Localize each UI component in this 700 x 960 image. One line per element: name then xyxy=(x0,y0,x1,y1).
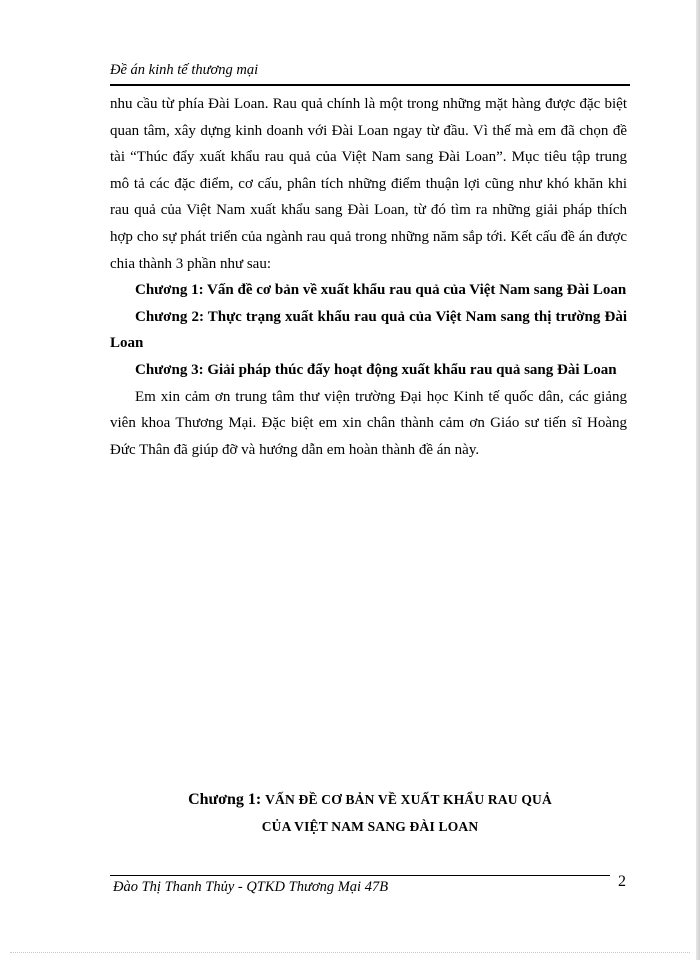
chapter-heading-title-part-2: CỦA VIỆT NAM SANG ĐÀI LOAN xyxy=(261,819,479,834)
intro-paragraph: nhu cầu từ phía Đài Loan. Rau quả chính là một trong những mặt hàng được đặc biệt quan tâm, xây dựng kinh doanh với Đài Loan ngay từ đầu. Vì thế mà em đã chọn đề tài “Thúc đẩy xuất khẩu rau quả của Việt Nam sang Đài Loan”. Mục tiêu tập trung mô tả các đặc điểm, cơ cấu, phân tích những điểm thuận lợi cũng như khó khăn khi rau quả của Việt Nam xuất khẩu sang Đài Loan, từ đó tìm ra những giải pháp thích hợp cho sự phát triển của ngành rau quả trong những năm sắp tới. Kết cấu đề án được chia thành 3 phần như sau: xyxy=(110,96,627,272)
acknowledgement-paragraph: Em xin cảm ơn trung tâm thư viện trường Đại học Kinh tế quốc dân, các giảng viên khoa Thương Mại. Đặc biệt em xin chân thành cảm ơn Giáo sư tiến sĩ Hoàng Đức Thân đã giúp đỡ và hướng dẫn em hoàn thành đề án này. xyxy=(110,388,627,458)
page-edge-shadow xyxy=(696,0,700,960)
chapter-outline-2: Chương 2: Thực trạng xuất khẩu rau quả của Việt Nam sang thị trường Đài Loan xyxy=(110,308,627,352)
page-number: 2 xyxy=(618,873,626,890)
header-rule xyxy=(110,84,630,86)
chapter-heading-title-part-1: VẤN ĐỀ CƠ BẢN VỀ XUẤT KHẨU RAU QUẢ xyxy=(265,792,552,807)
footer-rule xyxy=(110,875,610,876)
chapter-heading-prefix: Chương 1: xyxy=(188,791,262,808)
footer-author: Đào Thị Thanh Thủy - QTKD Thương Mại 47B xyxy=(113,879,389,895)
page-bottom-dotted-line xyxy=(10,952,690,953)
chapter-heading xyxy=(110,786,630,840)
chapter-heading-line-1 xyxy=(110,786,630,813)
chapter-outline-3: Chương 3: Giải pháp thúc đẩy hoạt động xuất khẩu rau quả sang Đài Loan xyxy=(135,361,617,378)
running-header: Đề án kinh tế thương mại xyxy=(110,62,259,78)
chapter-outline-1: Chương 1: Vấn đề cơ bản về xuất khẩu rau quả của Việt Nam sang Đài Loan xyxy=(135,282,627,299)
body-text xyxy=(110,91,627,463)
